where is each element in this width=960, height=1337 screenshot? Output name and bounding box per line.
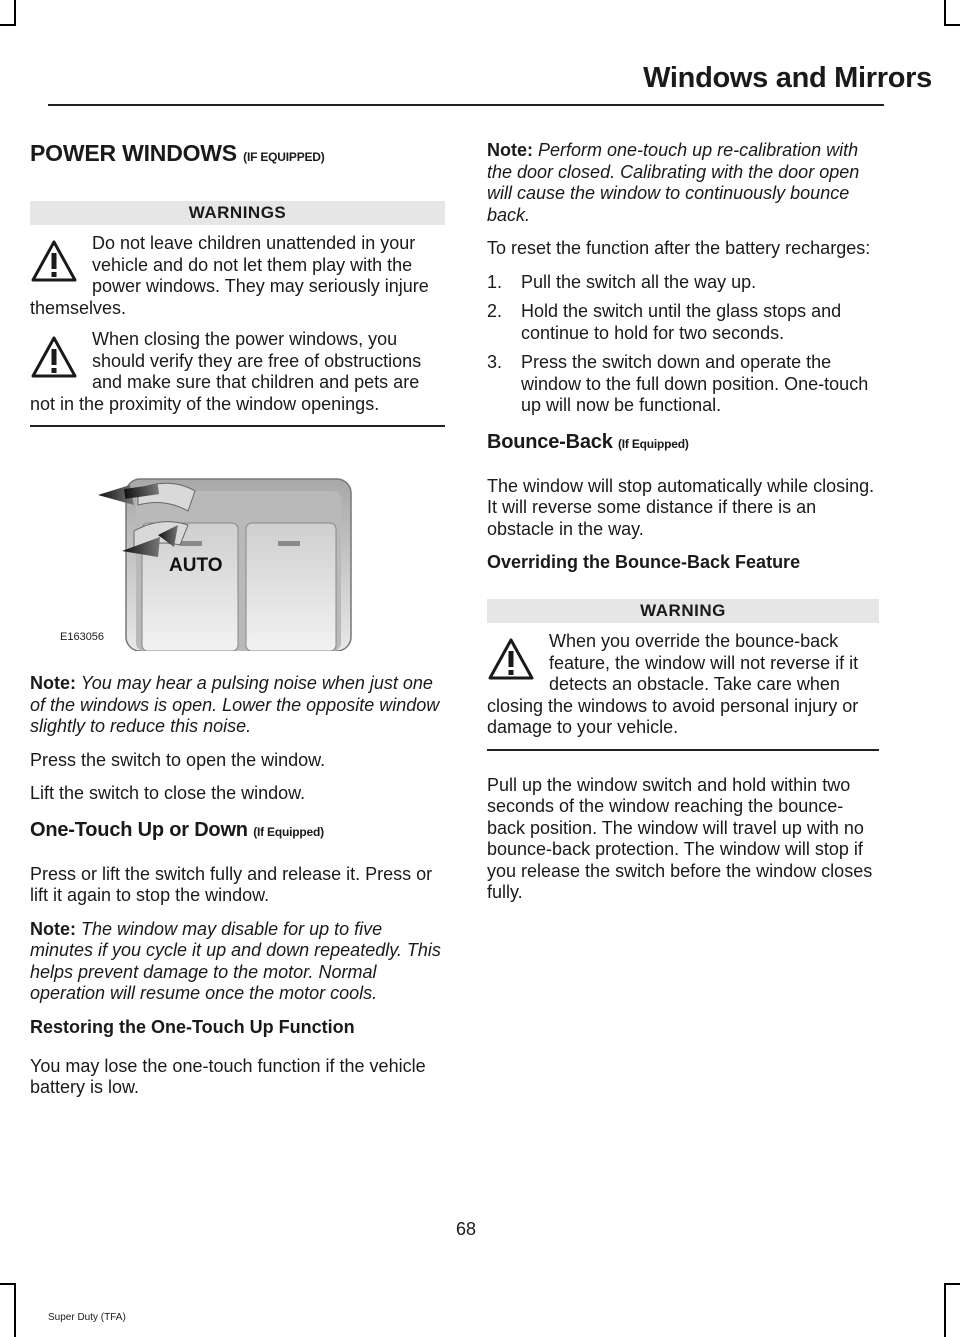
auto-label: AUTO <box>169 555 223 576</box>
section-heading-one-touch: One-Touch Up or Down (If Equipped) <box>30 818 324 841</box>
list-item: 1. Pull the switch all the way up. <box>487 271 757 292</box>
section-heading-overriding: Overriding the Bounce-Back Feature <box>487 552 801 572</box>
crop-mark-bottom-left-v <box>14 1283 16 1337</box>
note: Note: Perform one-touch up re-calibration with the door closed. Calibrating with the door open will cause the window to continuously bounce back. <box>487 140 860 225</box>
list-item: 2. Hold the switch until the glass stops and continue to hold for two seconds. <box>487 301 842 343</box>
crop-mark-top-right-v <box>944 0 946 26</box>
paragraph: You may lose the one-touch function if the vehicle battery is low. <box>30 1055 426 1097</box>
crop-mark-bottom-right-h <box>944 1283 960 1285</box>
section-heading-bounce-back: Bounce-Back (If Equipped) <box>487 430 689 453</box>
note: Note: You may hear a pulsing noise when just one of the windows is open. Lower the opposite window slightly to reduce this noise. <box>30 673 440 736</box>
reset-steps-list <box>487 272 879 417</box>
page-header-title: Windows and Mirrors <box>643 62 932 94</box>
paragraph: To reset the function after the battery recharges: <box>487 238 871 258</box>
crop-mark-top-right-h <box>944 24 960 26</box>
window-switch-figure <box>30 451 445 651</box>
note: Note: The window may disable for up to five minutes if you cycle it up and down repeatedly. This helps prevent damage to the motor. Normal operation will resume once the motor cools. <box>30 918 441 1003</box>
section-heading-restoring: Restoring the One-Touch Up Function <box>30 1016 355 1037</box>
warning-triangle-icon <box>487 637 535 681</box>
warning-item: When closing the power windows, you should verify they are free of obstructions and make sure that children and pets are not in the proximity of the window openings. <box>30 329 445 427</box>
crop-mark-top-left-v <box>14 0 16 26</box>
crop-mark-bottom-left-h <box>0 1283 16 1285</box>
page-number: 68 <box>455 1219 477 1239</box>
warning-item: Do not leave children unattended in your vehicle and do not let them play with the power windows. They may seriously injure themselves. <box>30 233 429 318</box>
left-column <box>30 140 445 1111</box>
paragraph: The window will stop automatically while closing. It will reverse some distance if there is an obstacle in the way. <box>487 475 875 539</box>
warning-label: WARNING <box>487 599 879 623</box>
warning-triangle-icon <box>30 239 78 283</box>
figure-code: E163056 <box>60 631 105 643</box>
crop-mark-top-left-h <box>0 24 16 26</box>
right-column <box>487 140 879 916</box>
warning-triangle-icon <box>30 335 78 379</box>
paragraph: Pull up the window switch and hold within two seconds of the window reaching the bounce-back position. The window will travel up with no bounce-back protection. The window will stop if you release the switch before the window closes fully. <box>487 774 873 902</box>
paragraph: Lift the switch to close the window. <box>30 783 306 803</box>
window-switch-illustration <box>30 451 445 651</box>
warning-item: When you override the bounce-back feature, the window will not reverse if it detects an obstacle. Take care when closing the windows to avoid personal injury or damage to your vehicle. <box>487 631 879 751</box>
header-divider <box>48 104 884 106</box>
list-item: 3. Press the switch down and operate the window to the full down position. One-touch up will now be functional. <box>487 352 869 415</box>
section-heading-power-windows: POWER WINDOWS (IF EQUIPPED) <box>30 140 325 166</box>
paragraph: Press or lift the switch fully and release it. Press or lift it again to stop the window. <box>30 863 433 905</box>
paragraph: Press the switch to open the window. <box>30 749 326 770</box>
crop-mark-bottom-right-v <box>944 1283 946 1337</box>
warnings-label: WARNINGS <box>30 201 445 225</box>
footer-model: Super Duty (TFA) <box>48 1312 126 1323</box>
